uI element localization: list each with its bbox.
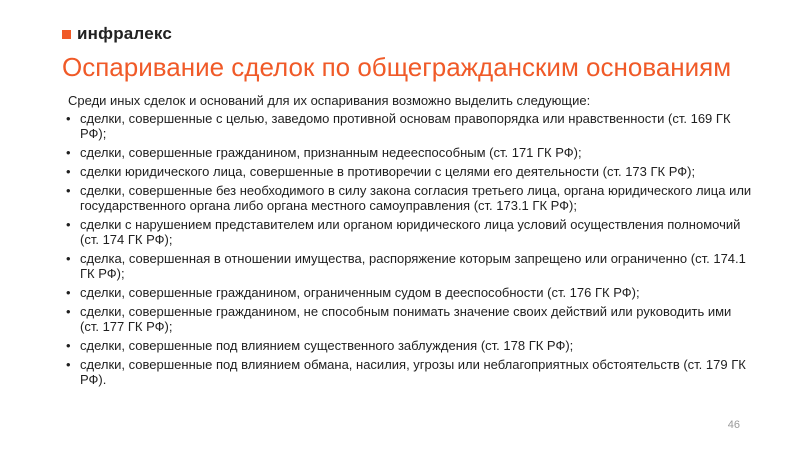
bullet-item: • сделки, совершенные гражданином, не способным понимать значение своих действий или руководить ими (ст. 177 ГК РФ);	[62, 304, 752, 334]
bullet-item: • сделки, совершенные с целью, заведомо противной основам правопорядка или нравственности (ст. 169 ГК РФ);	[62, 111, 752, 141]
bullet-item: • сделки, совершенные под влиянием существенного заблуждения (ст. 178 ГК РФ);	[62, 338, 752, 353]
logo-text: инфралекс	[77, 24, 173, 43]
bullet-item: • сделки, совершенные под влиянием обмана, насилия, угрозы или неблагоприятных обстоятельств (ст. 179 ГК РФ).	[62, 357, 752, 387]
slide-content	[62, 93, 752, 391]
bullet-list	[62, 111, 752, 387]
bullet-item: • сделки с нарушением представителем или органом юридического лица условий осуществления полномочий (ст. 174 ГК РФ);	[62, 217, 752, 247]
bullet-item: • сделки, совершенные без необходимого в силу закона согласия третьего лица, органа юридического лица или государственного органа либо органа местного самоуправления (ст. 173.1 ГК РФ);	[62, 183, 752, 213]
logo	[62, 24, 172, 44]
slide-title: Оспаривание сделок по общегражданским основаниям	[62, 52, 732, 82]
bullet-item: • сделки, совершенные гражданином, признанным недееспособным (ст. 171 ГК РФ);	[62, 145, 752, 160]
page-number: 46	[727, 419, 740, 431]
bullet-item: • сделки, совершенные гражданином, ограниченным судом в дееспособности (ст. 176 ГК РФ);	[62, 285, 752, 300]
logo-square-icon	[62, 30, 71, 39]
bullet-item: • сделки юридического лица, совершенные в противоречии с целями его деятельности (ст. 173 ГК РФ);	[62, 164, 752, 179]
bullet-item: • сделка, совершенная в отношении имущества, распоряжение которым запрещено или ограниченно (ст. 174.1 ГК РФ);	[62, 251, 752, 281]
intro-text: Среди иных сделок и оснований для их оспаривания возможно выделить следующие:	[68, 93, 591, 108]
